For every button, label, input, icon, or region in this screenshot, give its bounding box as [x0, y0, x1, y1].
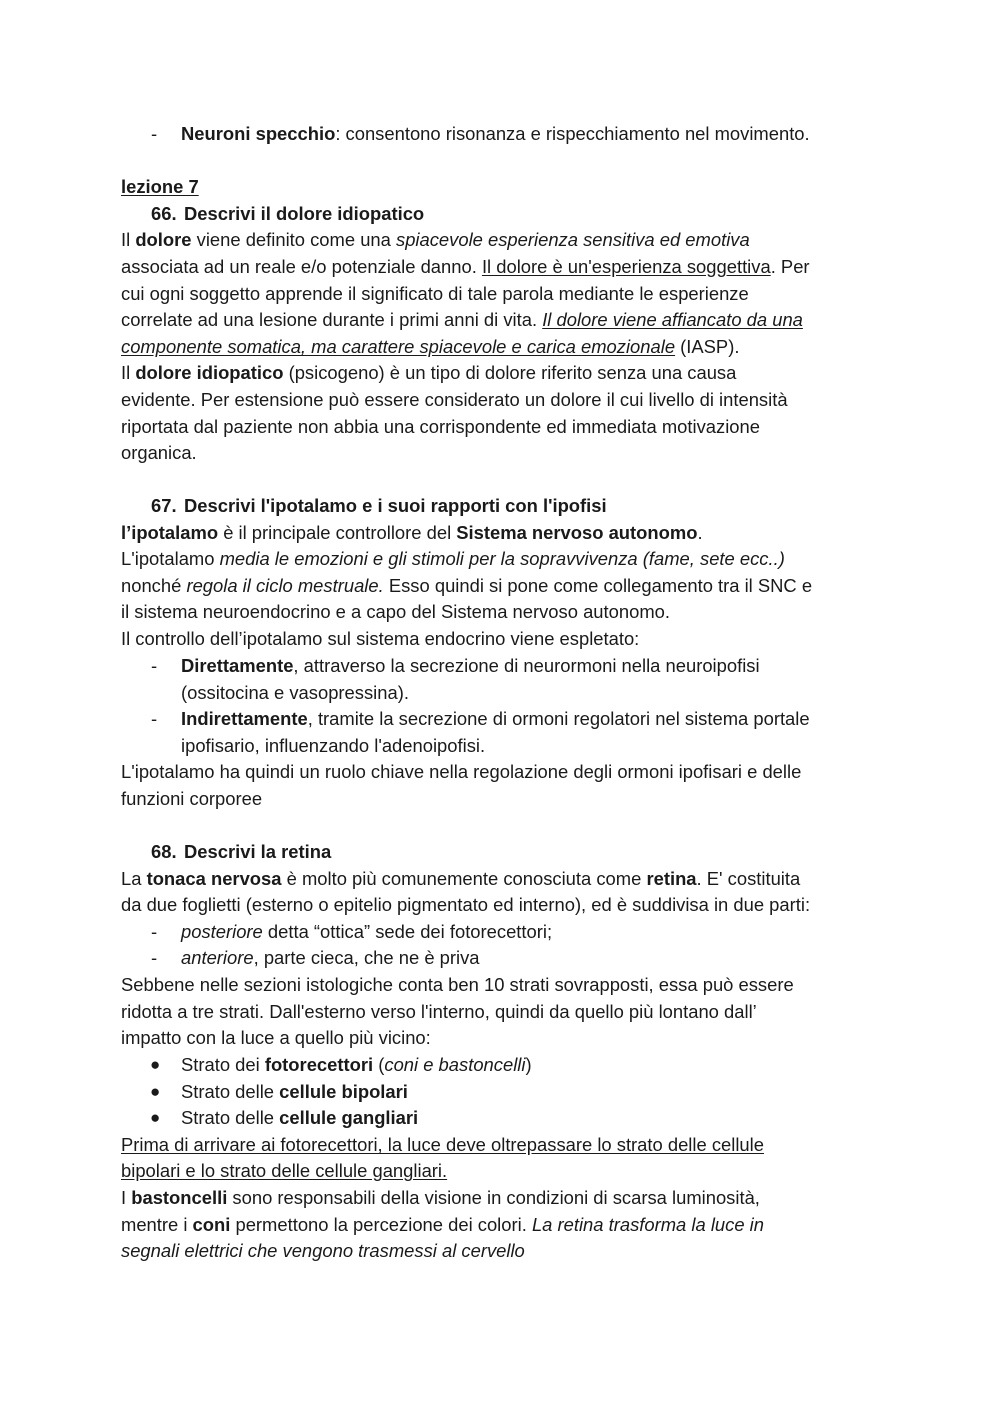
paragraph-line: Sebbene nelle sezioni istologiche conta ben 10 strati sovrapposti, essa può essere — [121, 974, 794, 995]
paragraph-line — [121, 338, 739, 356]
list-item — [181, 1056, 532, 1074]
text: correlate ad una lesione durante i primi anni di vita. — [121, 309, 543, 330]
underlined-text: bipolari e lo strato delle cellule gangliari. — [121, 1160, 448, 1181]
italic-text: coni e bastoncelli — [384, 1054, 526, 1075]
term: retina — [646, 868, 697, 889]
italic-text: La retina trasforma la luce in — [531, 1214, 764, 1235]
lesson-title-text: lezione 7 — [121, 176, 199, 197]
text: I — [121, 1187, 132, 1208]
paragraph-line — [121, 870, 800, 888]
term: Indirettamente — [181, 708, 308, 729]
paragraph-line: L'ipotalamo ha quindi un ruolo chiave nella regolazione degli ormoni ipofisari e delle — [121, 761, 802, 782]
paragraph-line — [121, 550, 785, 568]
paragraph-line — [121, 1216, 764, 1234]
bullet-marker: ● — [150, 1055, 161, 1074]
term: Sistema nervoso autonomo — [456, 522, 698, 543]
text: L'ipotalamo — [121, 548, 220, 569]
paragraph-line: il sistema neuroendocrino e a capo del Sistema nervoso autonomo. — [121, 601, 670, 622]
paragraph-line: da due foglietti (esterno o epitelio pigmentato ed interno), ed è suddivisa in due parti: — [121, 894, 811, 915]
italic-underlined-text: Il dolore viene affiancato da una — [542, 309, 803, 330]
list-item-continuation: ipofisario, influenzando l'adenoipofisi. — [181, 735, 486, 756]
list-item — [181, 657, 760, 675]
text: Esso quindi si pone come collegamento tra il SNC e — [383, 575, 813, 596]
paragraph-line: riportata dal paziente non abbia una corrispondente ed immediata motivazione — [121, 416, 760, 437]
paragraph-line — [121, 364, 736, 382]
paragraph-line — [121, 577, 812, 595]
bullet-marker: ● — [150, 1082, 161, 1101]
text: , tramite la secrezione di ormoni regolatori nel sistema portale — [307, 708, 810, 729]
term: dolore — [135, 229, 192, 250]
list-item — [181, 710, 810, 728]
paragraph-line — [121, 311, 803, 329]
paragraph-line — [121, 1242, 525, 1260]
list-item — [181, 1083, 408, 1101]
text: mentre i — [121, 1214, 193, 1235]
term: cellule gangliari — [279, 1107, 419, 1128]
mirror-neurons-item — [181, 125, 810, 143]
paragraph-line — [121, 1136, 764, 1154]
bullet-marker: ● — [150, 1108, 161, 1127]
text: , attraverso la secrezione di neurormoni nella neuroipofisi — [293, 655, 760, 676]
term: Direttamente — [181, 655, 294, 676]
paragraph-line — [121, 231, 750, 249]
text: Strato delle — [181, 1081, 280, 1102]
paragraph-line: ridotta a tre strati. Dall'esterno verso l'interno, quindi da quello più lontano dall’ — [121, 1001, 757, 1022]
list-marker: - — [151, 123, 158, 144]
term: tonaca nervosa — [146, 868, 282, 889]
text: nonché — [121, 575, 187, 596]
list-item — [181, 1109, 418, 1127]
paragraph-line — [121, 1162, 447, 1180]
text: . Per — [770, 256, 810, 277]
text: Strato delle — [181, 1107, 280, 1128]
list-item — [181, 949, 480, 967]
question-number: 66. — [151, 203, 177, 224]
text: detta “ottica” sede dei fotorecettori; — [262, 921, 553, 942]
text: ) — [525, 1054, 532, 1075]
paragraph-line: organica. — [121, 442, 197, 463]
text: . — [697, 522, 703, 543]
text: (IASP). — [675, 336, 740, 357]
list-marker: - — [151, 921, 158, 942]
italic-underlined-text: componente somatica, ma carattere spiacevole e carica emozionale — [121, 336, 676, 357]
list-item — [181, 923, 552, 941]
term: dolore idiopatico — [135, 362, 284, 383]
term: bastoncelli — [131, 1187, 228, 1208]
text: associata ad un reale e/o potenziale danno. — [121, 256, 482, 277]
list-marker: - — [151, 947, 158, 968]
italic-text: posteriore — [181, 921, 263, 942]
text: viene definito come una — [191, 229, 396, 250]
term: cellule bipolari — [279, 1081, 408, 1102]
text: Il — [121, 229, 136, 250]
text: permettono la percezione dei colori. — [230, 1214, 532, 1235]
italic-text: anteriore — [181, 947, 254, 968]
list-item-continuation: (ossitocina e vasopressina). — [181, 682, 409, 703]
paragraph-line — [121, 258, 810, 276]
italic-text: spiacevole esperienza sensitiva ed emotiva — [396, 229, 750, 250]
paragraph-line: funzioni corporee — [121, 788, 263, 809]
term: l’ipotalamo — [121, 522, 219, 543]
lesson-title — [121, 178, 199, 196]
text: La — [121, 868, 147, 889]
paragraph-line — [121, 1189, 760, 1207]
question-title: Descrivi l'ipotalamo e i suoi rapporti con l'ipofisi — [184, 495, 607, 516]
italic-text: segnali elettrici che vengono trasmessi al cervello — [121, 1240, 525, 1261]
question-title: Descrivi la retina — [184, 841, 332, 862]
text: Strato dei — [181, 1054, 265, 1075]
text: . E' costituita — [696, 868, 801, 889]
text: è il principale controllore del — [218, 522, 457, 543]
term: fotorecettori — [264, 1054, 374, 1075]
underlined-text: Il dolore è un'esperienza soggettiva — [481, 256, 771, 277]
text: sono responsabili della visione in condizioni di scarsa luminosità, — [227, 1187, 760, 1208]
question-number: 67. — [151, 495, 177, 516]
list-marker: - — [151, 655, 158, 676]
paragraph-line: Il controllo dell’ipotalamo sul sistema endocrino viene espletato: — [121, 628, 640, 649]
question-title: Descrivi il dolore idiopatico — [184, 203, 425, 224]
text: (psicogeno) è un tipo di dolore riferito senza una causa — [283, 362, 737, 383]
text: , parte cieca, che ne è priva — [253, 947, 480, 968]
question-number: 68. — [151, 841, 177, 862]
text: ( — [373, 1054, 385, 1075]
paragraph-line — [121, 524, 703, 542]
term: Neuroni specchio — [181, 123, 336, 144]
list-marker: - — [151, 708, 158, 729]
italic-text: regola il ciclo mestruale. — [186, 575, 384, 596]
paragraph-line: cui ogni soggetto apprende il significato di tale parola mediante le esperienze — [121, 283, 749, 304]
text: Il — [121, 362, 136, 383]
italic-text: media le emozioni e gli stimoli per la sopravvivenza (fame, sete ecc..) — [219, 548, 785, 569]
underlined-text: Prima di arrivare ai fotorecettori, la luce deve oltrepassare lo strato delle cellule — [121, 1134, 764, 1155]
text: è molto più comunemente conosciuta come — [281, 868, 647, 889]
term: coni — [192, 1214, 231, 1235]
paragraph-line: evidente. Per estensione può essere considerato un dolore il cui livello di intensità — [121, 389, 788, 410]
paragraph-line: impatto con la luce a quello più vicino: — [121, 1027, 431, 1048]
text: : consentono risonanza e rispecchiamento nel movimento. — [335, 123, 810, 144]
